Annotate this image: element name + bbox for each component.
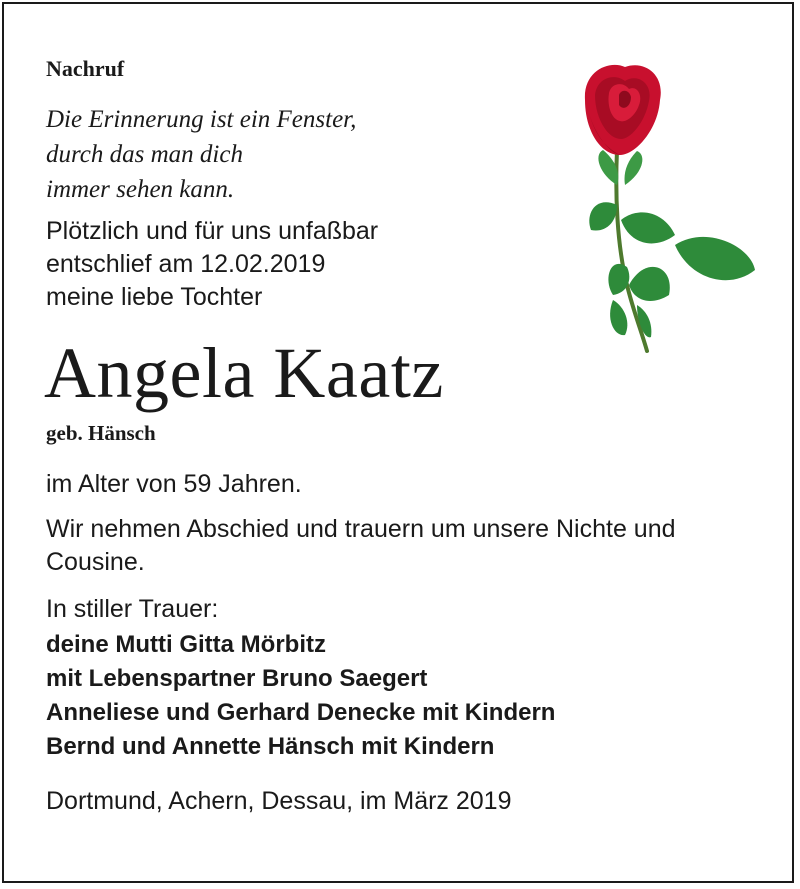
quote-line: Die Erinnerung ist ein Fenster, <box>46 106 357 133</box>
mourning-label: In stiller Trauer: <box>46 595 219 623</box>
intro-line: Plötzlich und für uns unfaßbar <box>46 217 379 245</box>
mourner-item: deine Mutti Gitta Mörbitz <box>46 631 326 658</box>
mourner-item: mit Lebenspartner Bruno Saegert <box>46 665 428 692</box>
quote-line: durch das man dich <box>46 141 243 168</box>
quote-line: immer sehen kann. <box>46 176 235 203</box>
red-rose-icon <box>565 55 765 355</box>
maiden-name: geb. Hänsch <box>46 421 156 445</box>
notice-heading: Nachruf <box>46 56 125 81</box>
place-date: Dortmund, Achern, Dessau, im März 2019 <box>46 787 512 815</box>
memorial-quote <box>46 102 356 207</box>
mourner-item: Bernd und Annette Hänsch mit Kindern <box>46 733 495 760</box>
mourner-list <box>46 628 555 764</box>
mourner-item: Anneliese und Gerhard Denecke mit Kindern <box>46 699 556 726</box>
deceased-name: Angela Kaatz <box>44 333 444 413</box>
intro-text <box>46 215 378 314</box>
age-text: im Alter von 59 Jahren. <box>46 470 302 498</box>
intro-line: meine liebe Tochter <box>46 283 263 311</box>
intro-line: entschlief am 12.02.2019 <box>46 250 326 278</box>
farewell-text: Wir nehmen Abschied und trauern um unsere Nichte und Cousine. <box>46 515 676 576</box>
